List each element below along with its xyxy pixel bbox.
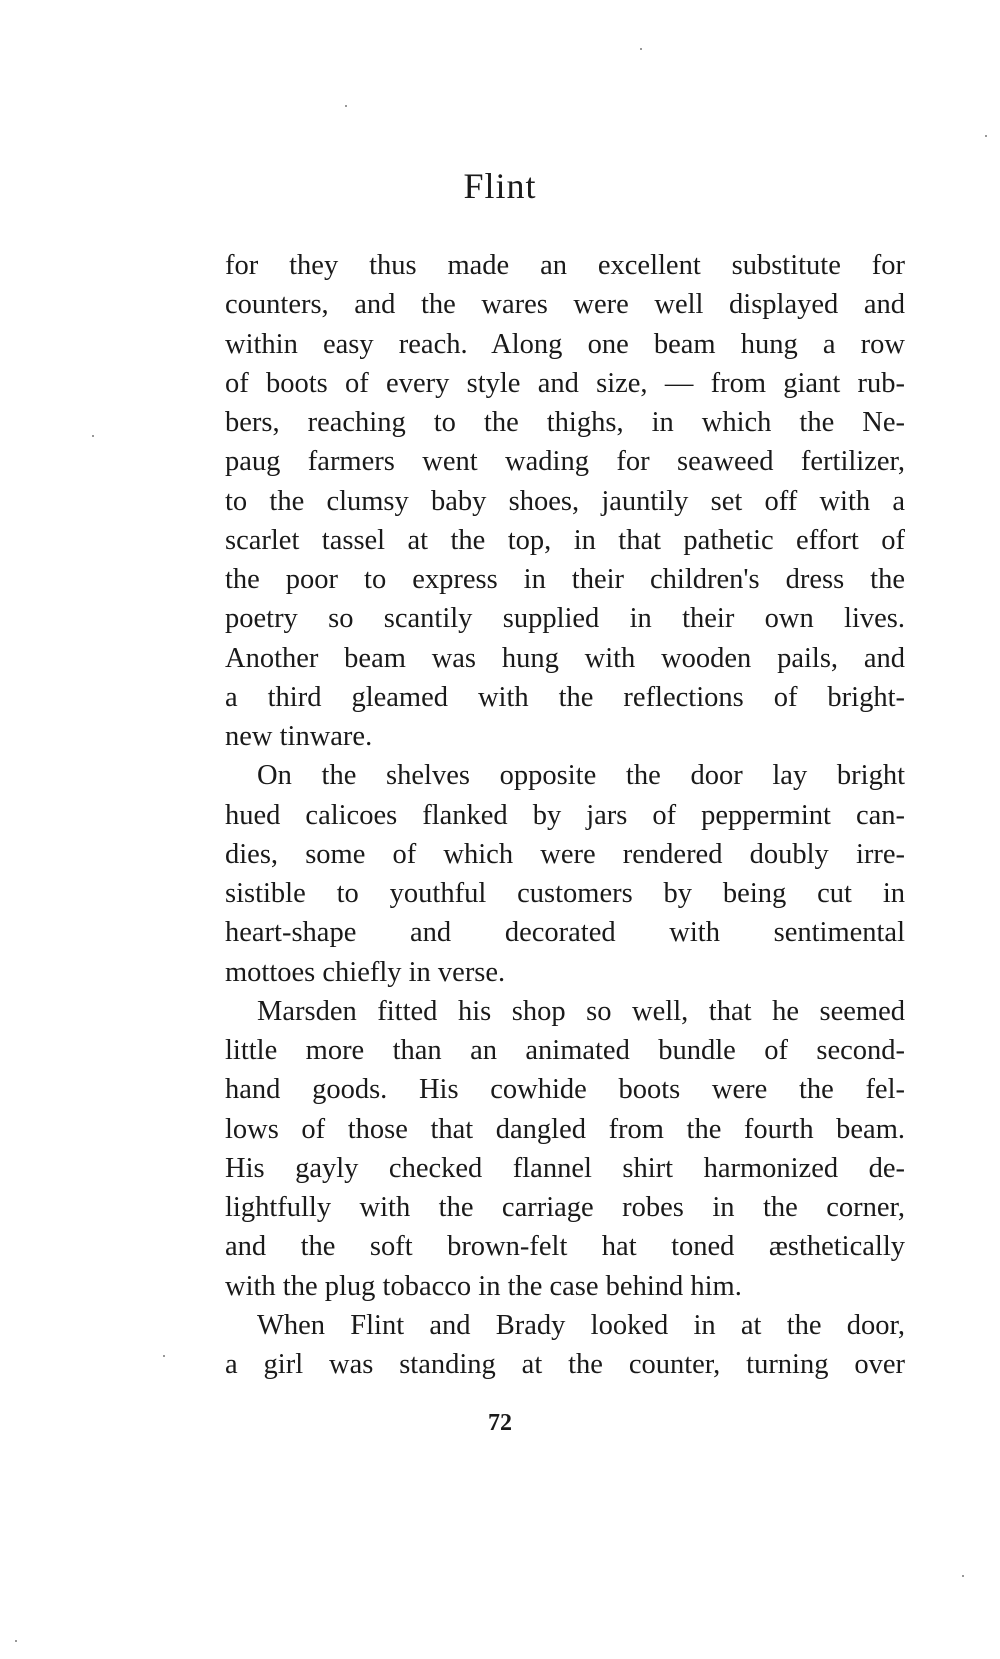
- paragraph: [225, 756, 905, 992]
- text-line: of boots of every style and size, — from giant rub-: [225, 367, 905, 399]
- text-line: counters, and the wares were well displayed and: [225, 289, 905, 321]
- paragraph: [225, 992, 905, 1306]
- text-line: lows of those that dangled from the fourth beam.: [225, 1113, 905, 1145]
- text-line: within easy reach. Along one beam hung a row: [225, 328, 905, 360]
- body-text: [225, 246, 905, 1384]
- scan-speck: [345, 105, 347, 107]
- text-line: paug farmers went wading for seaweed fertilizer,: [225, 446, 905, 478]
- scan-speck: [15, 1640, 17, 1642]
- scan-speck: [640, 48, 642, 50]
- scan-speck: [962, 1575, 964, 1577]
- text-line: scarlet tassel at the top, in that pathetic effort of: [225, 524, 905, 556]
- text-line: a third gleamed with the reflections of bright-: [225, 681, 905, 713]
- scan-speck: [985, 135, 987, 137]
- text-line: heart-shape and decorated with sentimental: [225, 917, 905, 949]
- page-number: 72: [488, 1410, 512, 1436]
- text-line: bers, reaching to the thighs, in which the Ne-: [225, 407, 905, 438]
- text-line: with the plug tobacco in the case behind him.: [225, 1270, 742, 1302]
- paragraph: [225, 246, 905, 756]
- text-line: mottoes chiefly in verse.: [225, 956, 506, 988]
- text-line: for they thus made an excellent substitute for: [225, 250, 905, 281]
- text-line: and the soft brown-felt hat toned æsthetically: [225, 1231, 905, 1263]
- text-line: Marsden fitted his shop so well, that he seemed: [257, 995, 905, 1027]
- text-line: lightfully with the carriage robes in the corner,: [225, 1192, 905, 1223]
- text-line: little more than an animated bundle of second-: [225, 1035, 905, 1066]
- text-line: When Flint and Brady looked in at the door,: [257, 1309, 905, 1341]
- text-line: Another beam was hung with wooden pails, and: [225, 642, 905, 674]
- text-line: hand goods. His cowhide boots were the fel-: [225, 1074, 905, 1106]
- text-line: dies, some of which were rendered doubly irre-: [225, 838, 905, 870]
- running-head: Flint: [463, 166, 537, 206]
- scan-speck: [92, 435, 94, 437]
- text-line: poetry so scantily supplied in their own lives.: [225, 603, 905, 635]
- text-line: the poor to express in their children's dress the: [225, 564, 905, 595]
- text-line: new tinware.: [225, 721, 373, 752]
- paragraph: [225, 1306, 905, 1385]
- text-line: On the shelves opposite the door lay bright: [257, 760, 905, 792]
- text-line: sistible to youthful customers by being cut in: [225, 878, 905, 909]
- text-line: His gayly checked flannel shirt harmonized de-: [225, 1152, 905, 1184]
- text-line: a girl was standing at the counter, turning over: [225, 1349, 905, 1380]
- text-line: to the clumsy baby shoes, jauntily set off with a: [225, 485, 905, 517]
- text-line: hued calicoes flanked by jars of peppermint can-: [225, 799, 905, 831]
- scan-speck: [163, 1355, 165, 1357]
